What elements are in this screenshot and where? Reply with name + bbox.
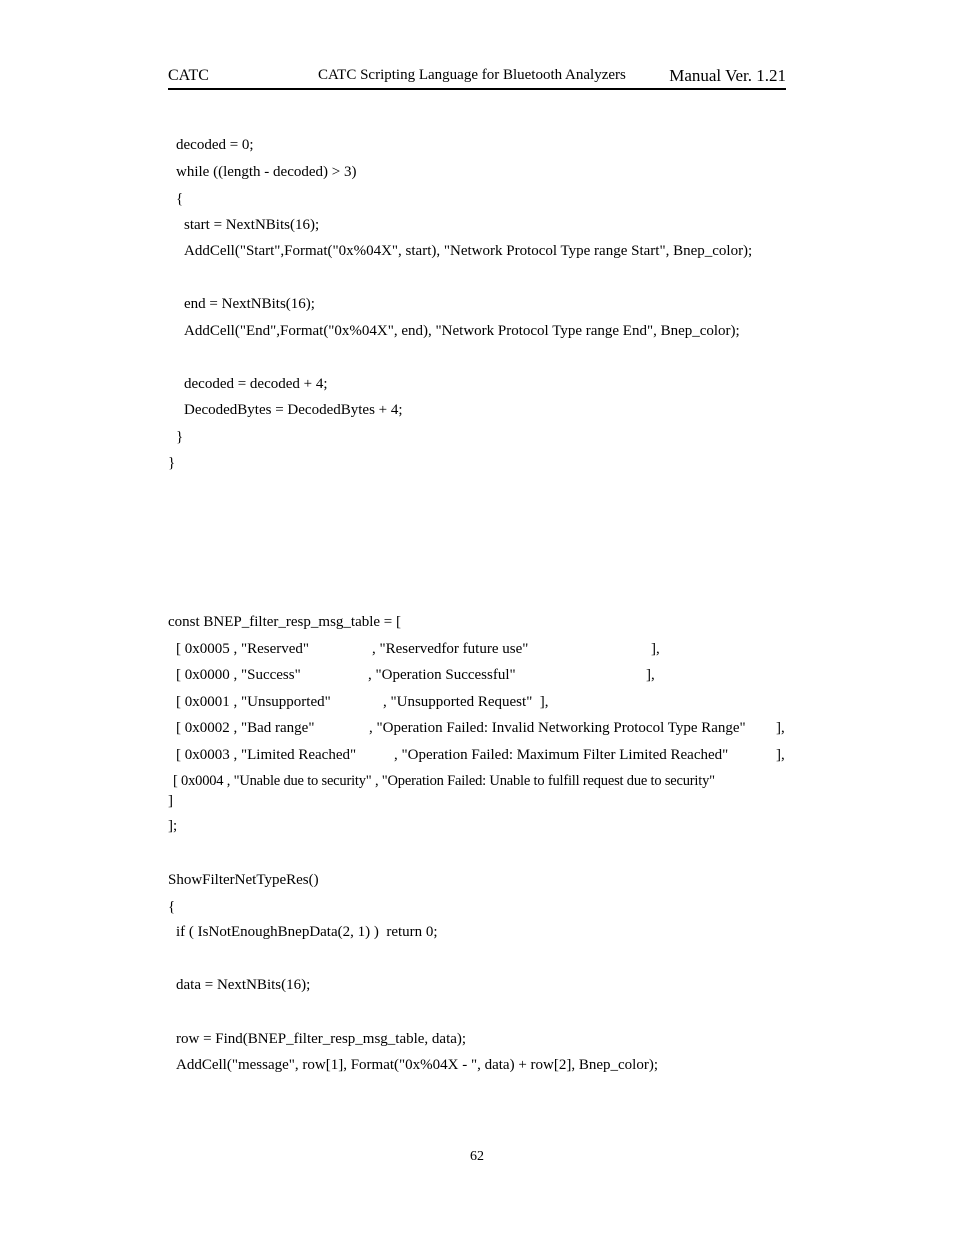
table-row-code: [ 0x0005 , "Reserved" — [176, 641, 310, 657]
table-row-code: [ 0x0002 , "Bad range" — [176, 720, 315, 736]
table-last-row-close: ] — [168, 793, 173, 809]
code-line: end = NextNBits(16); — [184, 296, 315, 312]
table-row-end: ], — [646, 667, 655, 683]
code-line: { — [168, 899, 176, 915]
header-title: CATC Scripting Language for Bluetooth Analyzers — [318, 67, 626, 83]
code-line: DecodedBytes = DecodedBytes + 4; — [184, 402, 403, 418]
table-row-name: , "Operation Successful" — [368, 667, 516, 683]
code-line: decoded = decoded + 4; — [184, 376, 328, 392]
code-line: data = NextNBits(16); — [176, 977, 311, 993]
code-line: ShowFilterNetTypeRes() — [168, 872, 319, 888]
code-line: row = Find(BNEP_filter_resp_msg_table, data); — [176, 1031, 467, 1047]
code-line: } — [176, 429, 184, 445]
page-number: 62 — [470, 1149, 484, 1164]
table-row-end: ], — [651, 641, 660, 657]
table-row-end: ], — [776, 720, 785, 736]
code-line: AddCell("End",Format("0x%04X", end), "Network Protocol Type range End", Bnep_color); — [184, 323, 740, 339]
table-row-name: , "Operation Failed: Maximum Filter Limited Reached" — [394, 747, 729, 763]
page-header — [168, 64, 786, 90]
code-line: } — [168, 455, 176, 471]
code-line: AddCell("Start",Format("0x%04X", start), "Network Protocol Type range Start", Bnep_color); — [184, 243, 753, 259]
code-line: { — [176, 191, 184, 207]
code-line: if ( IsNotEnoughBnepData(2, 1) ) return 0; — [176, 924, 438, 940]
table-row-name: , "Reservedfor future use" — [372, 641, 529, 657]
code-line: while ((length - decoded) > 3) — [176, 164, 357, 180]
table-row-name: , "Operation Failed: Invalid Networking Protocol Type Range" — [369, 720, 746, 736]
code-line: start = NextNBits(16); — [184, 217, 320, 233]
table-row-code: [ 0x0001 , "Unsupported" — [176, 694, 331, 710]
table-row-code: [ 0x0003 , "Limited Reached" — [176, 747, 357, 763]
table-end: ]; — [168, 818, 178, 834]
table-last-row: [ 0x0004 , "Unable due to security" , "Operation Failed: Unable to fulfill request due to security" — [173, 773, 715, 789]
table-declaration: const BNEP_filter_resp_msg_table = [ — [168, 614, 402, 630]
table-row-code: [ 0x0000 , "Success" — [176, 667, 301, 683]
table-row-end: ], — [776, 747, 785, 763]
header-left: CATC — [168, 67, 209, 84]
table-row-name: , "Unsupported Request" ], — [383, 694, 549, 710]
header-version: Manual Ver. 1.21 — [669, 66, 786, 85]
code-line: AddCell("message", row[1], Format("0x%04X - ", data) + row[2], Bnep_color); — [176, 1057, 658, 1073]
code-line: decoded = 0; — [176, 137, 254, 153]
